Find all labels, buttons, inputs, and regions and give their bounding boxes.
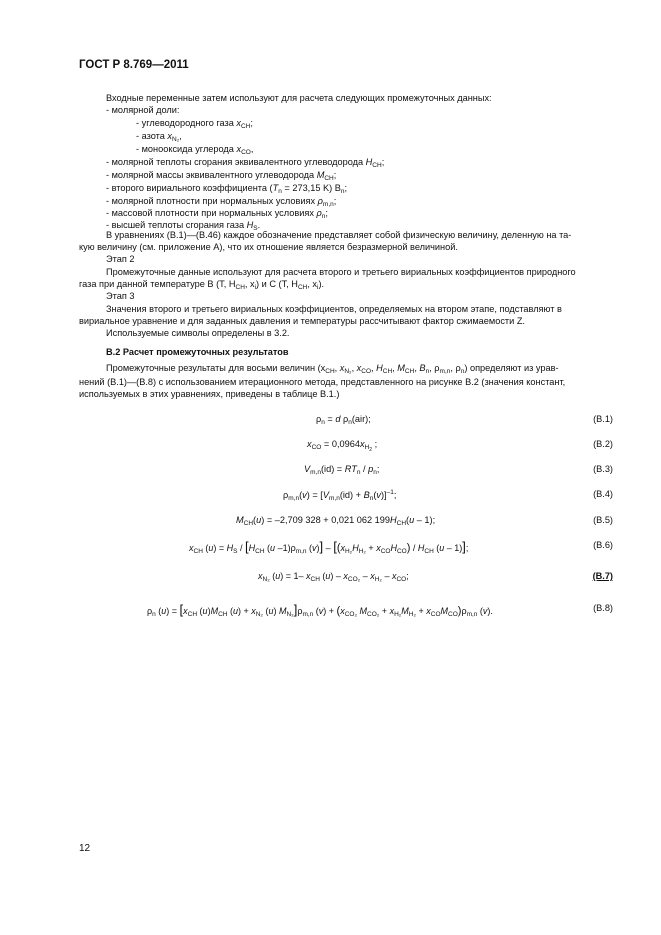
stage-2-heading: Этап 2 <box>106 254 135 264</box>
list-item: - второго вириального коэффициента ($T_n = 273,15$ K) $B_n$; <box>106 183 348 195</box>
list-item: - молярной теплоты сгорания эквивалентного углеводорода $H_{CH}$; <box>106 157 385 169</box>
section-title: B.2 Расчет промежуточных результатов <box>106 347 289 357</box>
note-paragraph-line2: кую величину (см. приложение А), что их отношение является безразмерной величиной. <box>79 242 458 252</box>
section-text-line1: Промежуточные результаты для восьми величин ($x_{CH}$, $x_{N_2}$, $x_{CO}$, $H_{CH}$, $M_{CH}$, $B_n$, $\rho_{m,n}$, $\rho_n$) определяют из урав- <box>106 363 559 375</box>
equation-b4: $\rho_{m,n}(v) = [V_{m,n}(id) + B_n(v)]^{-1}$; <box>283 489 397 502</box>
section-text-line2: нений (B.1)—(B.8) с использованием итерационного метода, представленного на рисунке B.2 (значения констант, <box>79 377 566 387</box>
stage-3-text-line1: Значения второго и третьего вириальных коэффициентов, определяемых на втором этапе, подставляют в <box>106 304 562 314</box>
equation-b5: $M_{CH}(u) = -2,709$ 328 + 0,021 062 $199H_{CH}(u - 1)$; <box>236 515 436 527</box>
stage-3-text-line2: вириальное уравнение и для заданных давления и температуры рассчитывают фактор сжимаемости Z. <box>79 316 525 326</box>
document-header: ГОСТ Р 8.769—2011 <box>79 59 189 71</box>
stage-2-text-line1: Промежуточные данные используют для расчета второго и третьего вириальных коэффициентов природного <box>106 267 576 277</box>
stage-3-heading: Этап 3 <box>106 291 135 301</box>
list-item: - азота $x_{N_2}$, <box>136 131 182 143</box>
page-number: 12 <box>79 843 91 854</box>
symbols-note: Используемые символы определены в 3.2. <box>106 328 290 338</box>
equation-number: (B.4) <box>593 489 613 499</box>
equation-number: (B.7) <box>592 571 613 581</box>
equation-number: (B.8) <box>593 603 613 613</box>
equation-b3: $V_{m,n}(id) = RT_n / p_n$; <box>304 464 380 476</box>
section-text-line3: используемых в этих уравнениях, приведены в таблице B.1.) <box>79 389 340 399</box>
equation-b6: $x_{CH}$ $(u) = H_S / [H_{CH}$ (u $-1)\rho_{m,n}$ $(v)] - [(x_{H_2}H_{H_2} + x_{CO}H_{CO}) / H_{CH}$ (u – 1)]; <box>189 539 469 555</box>
list-item: - монооксида углерода $x_{CO}$, <box>136 144 254 156</box>
intro-text: Входные переменные затем используют для расчета следующих промежуточных данных: <box>106 93 492 103</box>
list-item: - молярной массы эквивалентного углеводорода $M_{CH}$; <box>106 170 337 182</box>
equation-number: (B.3) <box>593 464 613 474</box>
stage-2-text-line2: газа при данной температуре B (T, $H_{CH}$, $x_i$) и C (T, $H_{CH}$, $x_i$). <box>79 279 325 291</box>
molar-fractions-label: - молярной доли: <box>106 105 180 115</box>
equation-b1: $\rho_n = d$ $\rho_n(air)$; <box>316 414 371 426</box>
note-paragraph-line1: В уравнениях (B.1)—(B.46) каждое обозначение представляет собой физическую величину, деленную на та- <box>106 230 572 240</box>
list-item: - высшей теплоты сгорания газа $H_S$. <box>106 220 261 232</box>
equation-number: (B.2) <box>593 439 613 449</box>
equation-number: (B.6) <box>593 540 613 550</box>
list-item: - углеводородного газа $x_{CH}$; <box>136 118 253 130</box>
equation-number: (B.1) <box>593 414 613 424</box>
list-item: - молярной плотности при нормальных условиях $\rho_{m,n}$; <box>106 196 337 208</box>
equation-number: (B.5) <box>593 515 613 525</box>
equation-b8: $\rho_n$ $(u) = [x_{CH}$ $(u)M_{CH}$ $(u) + x_{N_2}$ (u) $M_{N_2}]\rho_{m,n}$ $(v) + (x_{CO_2}$ $M_{CO_2} + x_{H_2}M_{H_2} + x_{CO}M_{CO})\rho_{m,n}$ (v). <box>147 602 493 618</box>
equation-b7: $x_{N_2}$ (u) = 1– $x_{CH}$ $(u) - x_{CO_2} - x_{H_2} - x_{CO}$; <box>258 571 409 583</box>
equation-b2: $x_{CO} = 0,0964x_{H_2}$ ; <box>307 439 378 453</box>
list-item: - массовой плотности при нормальных условиях $\rho_n$; <box>106 208 328 220</box>
